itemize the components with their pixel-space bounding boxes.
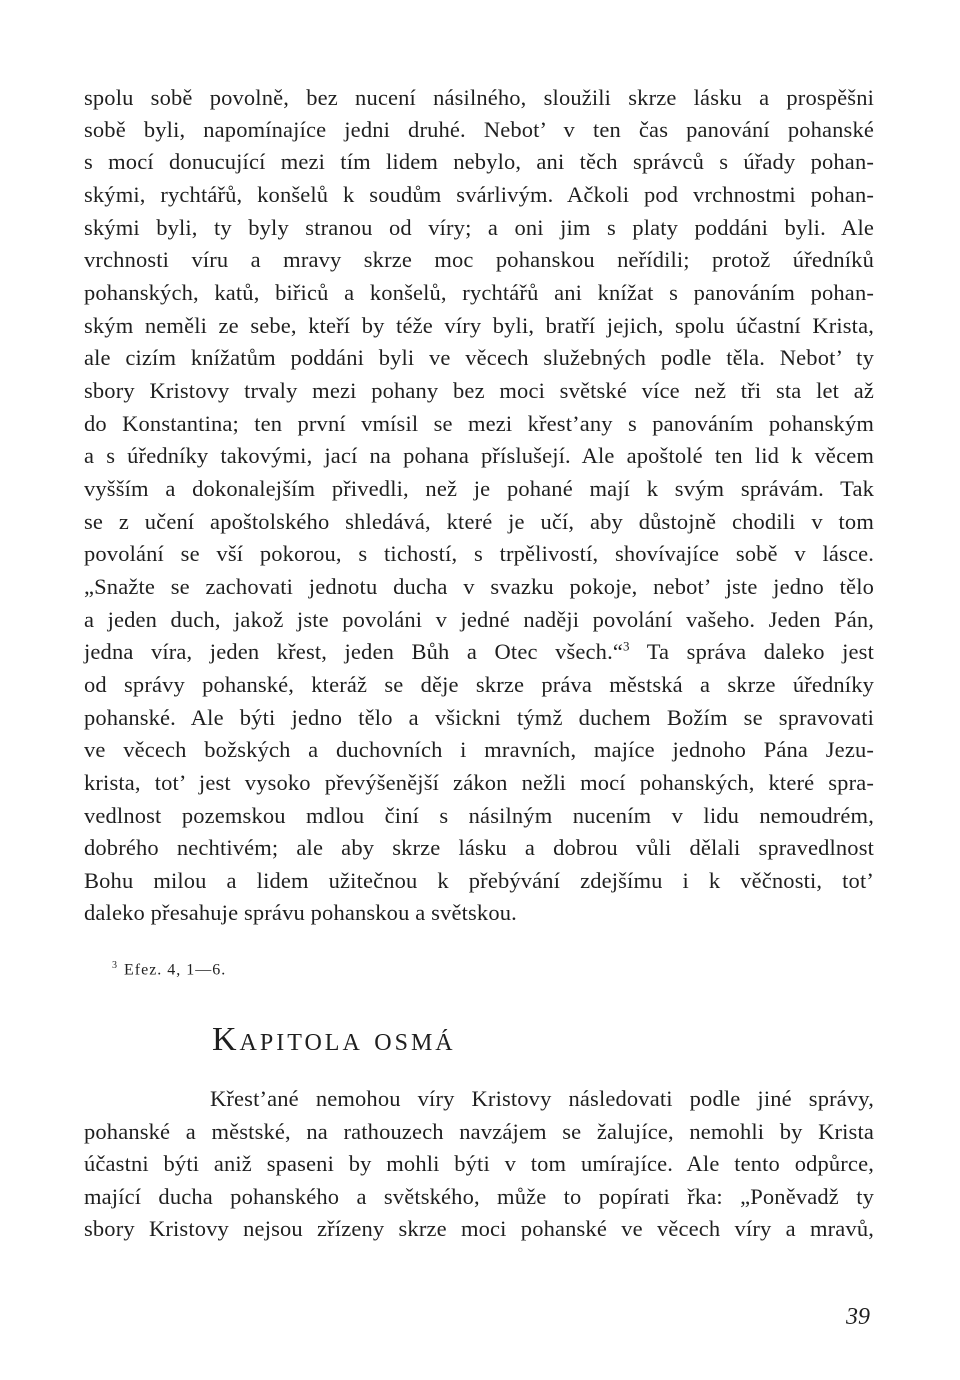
body-line: pohanské. Ale býti jedno tělo a všickni týmž duchem Božím se spravovati [84, 705, 874, 730]
body-line: ským neměli ze sebe, kteří by téže víry byli, bratří jejich, spolu účastní Krista, [84, 313, 874, 338]
body-line: a jeden duch, jakož jste povoláni v jedné naději povolání vašeho. Jeden Pán, [84, 607, 874, 632]
body-line: spolu sobě povolně, bez nucení násilného, sloužili skrze lásku a prospěšni [84, 85, 874, 110]
body-line: do Konstantina; ten první vmísil se mezi křest’any s panováním pohanským [84, 411, 874, 436]
quote-end-text: jedna víra, jeden křest, jeden Bůh a Otec všech.“ [84, 639, 623, 664]
body-line: ale cizím knížatům poddáni byli ve věcech služebných podle těla. Nebot’ ty [84, 345, 874, 370]
body-line-last: daleko přesahuje správu pohanskou a světskou. [84, 900, 517, 925]
body-line: vyšším a dokonalejším přivedli, než je pohané mají k svým správám. Tak [84, 476, 874, 501]
body-line: skými byli, ty byly stranou od víry; a oni jim s platy poddáni byli. Ale [84, 215, 874, 240]
footnote-reference: 3 [623, 638, 630, 654]
body-line: ve věcech božských a duchovních i mravních, majíce jednoho Pána Jezu- [84, 737, 874, 762]
body-line-with-footnote-ref [84, 637, 874, 667]
line-continuation: Ta správa daleko jest [629, 639, 874, 664]
footnote-text: Efez. 4, 1—6. [124, 961, 227, 979]
footnote-marker: 3 [112, 960, 118, 971]
body-line: vrchnosti víru a mravy skrze moc pohanskou neřídili; protož úředníků [84, 247, 874, 272]
body-line: vedlnost pozemskou mdlou činí s násilným nucením v lidu nemoudrém, [84, 803, 874, 828]
chapter-line: mající ducha pohanského a světského, může to popírati řka: „Poněvadž ty [84, 1184, 874, 1209]
body-line: s mocí donucující mezi tím lidem nebylo, ani těch správců s úřady pohan- [84, 149, 874, 174]
body-line: „Snažte se zachovati jednotu ducha v svazku pokoje, nebot’ jste jedno tělo [84, 574, 874, 599]
body-line: pohanských, katů, biřiců a konšelů, rychtářů ani knížat s panováním pohan- [84, 280, 874, 305]
footnote [112, 954, 226, 982]
body-line: sbory Kristovy trvaly mezi pohany bez moci světské více než tři sta let až [84, 378, 874, 403]
body-line: dobrého nechtivém; ale aby skrze lásku a dobrou vůli dělali spravedlnost [84, 835, 874, 860]
chapter-line: sbory Kristovy nejsou zřízeny skrze moci pohanské ve věcech víry a mravů, [84, 1216, 874, 1241]
chapter-heading: Kapitola osmá [212, 1021, 456, 1058]
page-number: 39 [846, 1304, 870, 1330]
body-line: skými, rychtářů, konšelů k soudům svárlivým. Ačkoli pod vrchnostmi pohan- [84, 182, 874, 207]
body-line: sobě byli, napomínajíce jedni druhé. Nebot’ v ten čas panování pohanské [84, 117, 874, 142]
body-line: povolání se vší pokorou, s tichostí, s trpělivostí, shovívajíce sobě v lásce. [84, 541, 874, 566]
chapter-line: Křest’ané nemohou víry Kristovy následovati podle jiné správy, [210, 1086, 874, 1111]
body-line: od správy pohanské, kteráž se děje skrze práva městská a skrze úředníky [84, 672, 874, 697]
body-line: se z učení apoštolského shledává, které je učí, aby důstojně chodili v tom [84, 509, 874, 534]
chapter-line: účastni býti aniž spaseni by mohli býti v tom umírajíce. Ale tento odpůrce, [84, 1151, 874, 1176]
body-line: a s úředníky takovými, jací na pohana příslušejí. Ale apoštolé ten lid k věcem [84, 443, 874, 468]
chapter-line: pohanské a městské, na rathouzech navzájem se žalujíce, nemohli by Krista [84, 1119, 874, 1144]
body-line: Bohu milou a lidem užitečnou k přebývání zdejšímu i k věčnosti, tot’ [84, 868, 874, 893]
body-line: krista, tot’ jest vysoko převýšenější zákon nežli mocí pohanských, které spra- [84, 770, 874, 795]
